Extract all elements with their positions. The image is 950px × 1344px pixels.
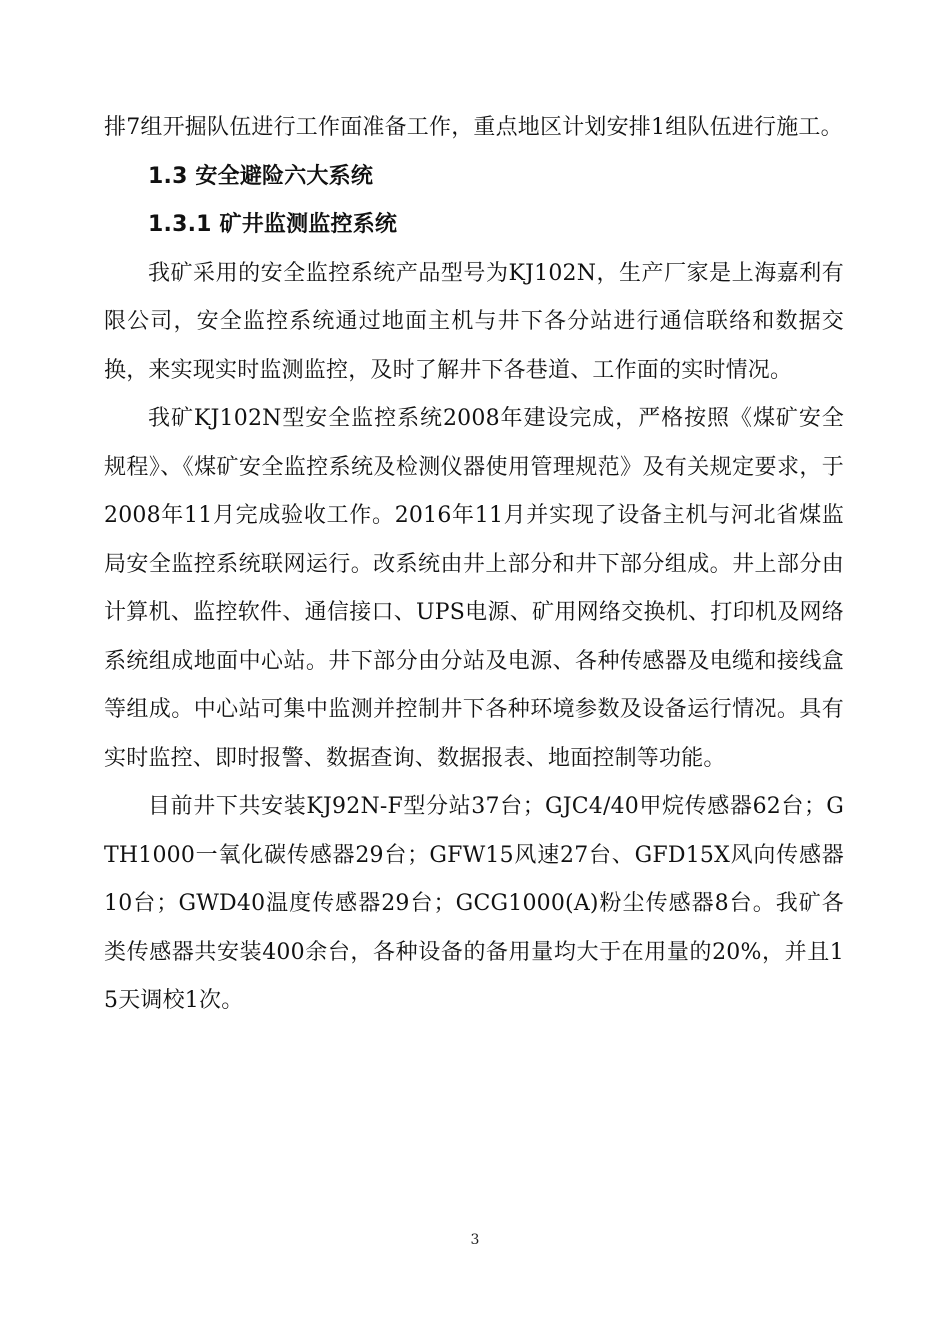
section-heading-1-3: 1.3 安全避险六大系统 <box>148 163 374 189</box>
section-heading-1-3-1: 1.3.1 矿井监测监控系统 <box>148 212 398 237</box>
page-number: 3 <box>470 1232 480 1248</box>
paragraph-continuation: 排7组开掘队伍进行工作面准备工作，重点地区计划安排1组队伍进行施工。 <box>104 115 843 140</box>
paragraph-sensor-inventory: 目前井下共安装KJ92N-F型分站37台；GJC4/40甲烷传感器62台；GTH1000一氧化碳传感器29台；GFW15风速27台、GFD15X风向传感器10台；GWD40温度传感器29台；GCG1000(A)粉尘传感器8台。我矿各类传感器共安装400余台，各种设备的备用量均大于在用量的20%，并且15天调校1次。 <box>104 794 844 1013</box>
paragraph-monitoring-intro: 我矿采用的安全监控系统产品型号为KJ102N，生产厂家是上海嘉利有限公司，安全监控系统通过地面主机与井下各分站进行通信联络和数据交换，来实现实时监测监控，及时了解井下各巷道、工作面的实时情况。 <box>104 260 844 383</box>
paragraph-system-construction: 我矿KJ102N型安全监控系统2008年建设完成，严格按照《煤矿安全规程》、《煤矿安全监控系统及检测仪器使用管理规范》及有关规定要求，于2008年11月完成验收工作。2016年11月并实现了设备主机与河北省煤监局安全监控系统联网运行。改系统由井上部分和井下部分组成。井上部分由计算机、监控软件、通信接口、UPS电源、矿用网络交换机、打印机及网络系统组成地面中心站。井下部分由分站及电源、各种传感器及电缆和接线盒等组成。中心站可集中监测并控制井下各种环境参数及设备运行情况。具有实时监控、即时报警、数据查询、数据报表、地面控制等功能。 <box>104 406 844 771</box>
body-text <box>104 104 844 1026</box>
